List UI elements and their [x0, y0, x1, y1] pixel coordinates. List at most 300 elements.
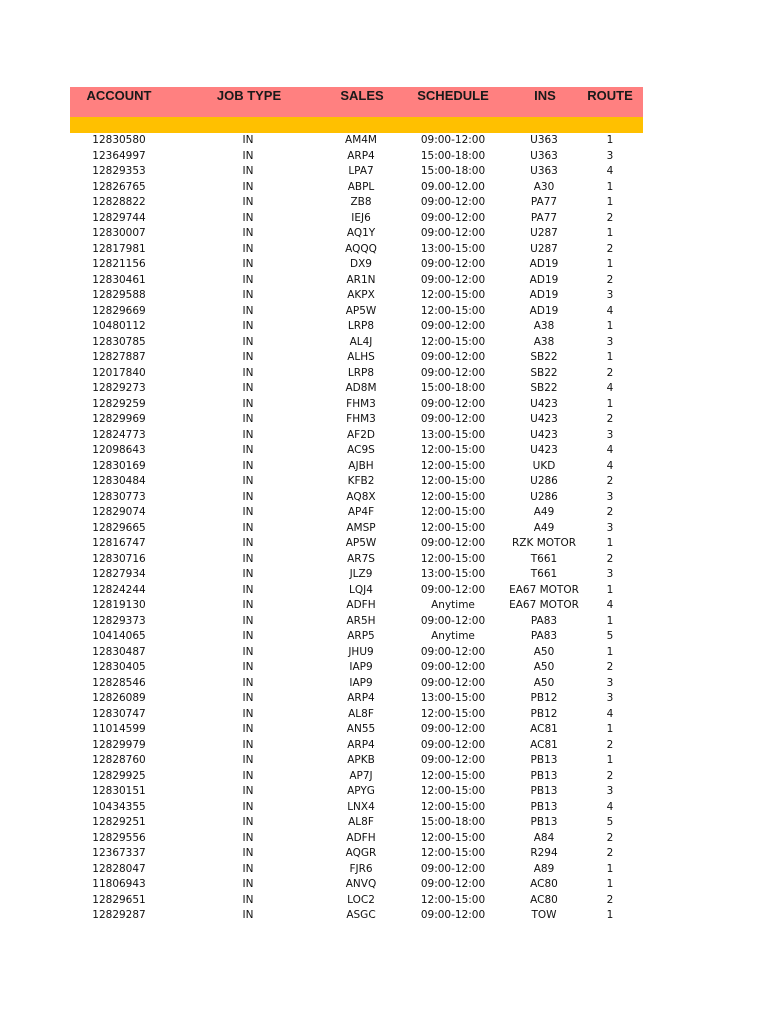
table-row [0, 226, 768, 242]
header-route: ROUTE [587, 88, 633, 103]
cell-account: 12828047 [92, 862, 146, 875]
cell-ins-wrap [509, 242, 579, 258]
cell-job-type: IN [242, 258, 254, 270]
cell-ins-wrap [509, 598, 579, 614]
cell-ins-wrap [509, 211, 579, 227]
cell-route: 4 [606, 459, 614, 472]
cell-schedule: 12:00-15:00 [420, 800, 486, 813]
cell-ins-wrap [509, 676, 579, 692]
cell-schedule: 13:00-15:00 [420, 692, 486, 704]
cell-route: 1 [606, 909, 614, 921]
table-row [0, 521, 768, 537]
cell-schedule: 09:00-12:00 [420, 862, 486, 875]
cell-sales: ARP5 [347, 630, 375, 642]
table-row [0, 133, 768, 149]
cell-account: 12829979 [92, 738, 146, 751]
cell-route: 3 [606, 149, 614, 162]
table-header [70, 87, 643, 117]
cell-account: 12829251 [92, 816, 146, 828]
cell-account: 12826089 [92, 692, 146, 704]
cell-job-type: IN [242, 304, 254, 317]
cell-ins: PA77 [530, 211, 558, 224]
table-row [0, 335, 768, 351]
cell-job-type: IN [242, 754, 254, 766]
cell-route: 2 [606, 506, 614, 518]
cell-ins: U363 [530, 165, 558, 177]
cell-schedule: 09:00-12:00 [420, 583, 486, 596]
cell-sales: AR1N [346, 273, 376, 286]
cell-route: 2 [606, 552, 614, 565]
table-row [0, 195, 768, 211]
cell-job-type: IN [242, 521, 254, 534]
cell-ins: U286 [530, 490, 558, 503]
cell-account: 12829669 [92, 304, 146, 317]
cell-ins-wrap [509, 846, 579, 862]
table-row [0, 831, 768, 847]
cell-route: 1 [606, 196, 614, 208]
table-row [0, 769, 768, 785]
table-row [0, 738, 768, 754]
cell-account: 12816747 [92, 537, 146, 549]
cell-account: 12830461 [92, 273, 146, 286]
table-row [0, 598, 768, 614]
cell-ins: A38 [533, 335, 555, 348]
cell-route: 1 [606, 878, 614, 890]
cell-schedule: 12:00-15:00 [420, 444, 486, 456]
cell-account: 12829925 [92, 769, 146, 782]
cell-sales: AL8F [348, 816, 374, 828]
table-row [0, 676, 768, 692]
cell-route: 3 [606, 692, 614, 704]
table-body [0, 133, 768, 924]
cell-sales: AQ8X [346, 490, 376, 503]
table-row [0, 645, 768, 661]
cell-ins: EA67 MOTOR [509, 583, 579, 596]
cell-job-type: IN [242, 227, 254, 239]
cell-ins: U423 [530, 413, 558, 425]
cell-ins-wrap [509, 877, 579, 893]
cell-ins-wrap [509, 645, 579, 661]
cell-job-type: IN [242, 816, 254, 828]
cell-job-type: IN [242, 676, 254, 689]
cell-schedule: 09:00-12:00 [420, 196, 486, 208]
cell-sales: AD8M [345, 382, 377, 394]
cell-ins: U423 [530, 444, 558, 456]
cell-ins: A49 [533, 506, 555, 518]
cell-sales: AKPX [347, 289, 375, 301]
cell-account: 12830716 [92, 552, 146, 565]
cell-ins-wrap [509, 164, 579, 180]
cell-route: 2 [606, 211, 614, 224]
cell-sales: IAP9 [349, 676, 373, 689]
cell-sales: AM4M [345, 134, 377, 146]
cell-job-type: IN [242, 165, 254, 177]
table-row [0, 691, 768, 707]
cell-sales: AP4F [347, 506, 375, 518]
cell-ins: PA83 [530, 630, 558, 642]
header-schedule: SCHEDULE [417, 88, 489, 103]
table-row [0, 784, 768, 800]
cell-route: 1 [606, 180, 614, 193]
cell-ins-wrap [509, 862, 579, 878]
cell-route: 2 [606, 475, 614, 487]
cell-ins: AD19 [529, 273, 559, 286]
cell-ins: PB13 [530, 785, 558, 797]
table-row [0, 242, 768, 258]
cell-route: 4 [606, 444, 614, 456]
cell-schedule: 09:00-12:00 [420, 227, 486, 239]
cell-job-type: IN [242, 599, 254, 611]
cell-schedule: 12:00-15:00 [420, 769, 486, 782]
cell-sales: AN55 [346, 723, 376, 735]
cell-job-type: IN [242, 723, 254, 735]
cell-ins: AC81 [530, 723, 558, 735]
cell-schedule: 12:00-15:00 [420, 847, 486, 859]
cell-ins-wrap [509, 800, 579, 816]
cell-ins-wrap [509, 893, 579, 909]
cell-sales: KFB2 [347, 475, 375, 487]
cell-ins: SB22 [530, 382, 558, 394]
cell-sales: AR5H [346, 614, 376, 627]
cell-account: 12830487 [92, 645, 146, 658]
cell-account: 12828760 [92, 754, 146, 766]
cell-ins-wrap [509, 180, 579, 196]
cell-sales: AMSP [346, 521, 376, 534]
cell-route: 3 [606, 289, 614, 301]
cell-sales: ADFH [346, 599, 376, 611]
cell-ins-wrap [509, 567, 579, 583]
cell-schedule: Anytime [431, 599, 475, 611]
cell-job-type: IN [242, 738, 254, 751]
cell-ins: PB13 [530, 816, 558, 828]
table-row [0, 753, 768, 769]
cell-ins-wrap [509, 505, 579, 521]
cell-ins-wrap [509, 738, 579, 754]
cell-ins-wrap [509, 769, 579, 785]
cell-route: 2 [606, 847, 614, 859]
cell-account: 12098643 [92, 444, 146, 456]
table-row [0, 862, 768, 878]
cell-route: 1 [606, 351, 614, 363]
cell-account: 12830747 [92, 707, 146, 720]
header-band [70, 117, 643, 133]
cell-sales: AP7J [349, 769, 373, 782]
cell-account: 11806943 [92, 878, 146, 890]
cell-account: 12829969 [92, 413, 146, 425]
cell-route: 1 [606, 614, 614, 627]
cell-route: 3 [606, 335, 614, 348]
cell-account: 12830773 [92, 490, 146, 503]
cell-route: 4 [606, 707, 614, 720]
cell-route: 1 [606, 754, 614, 766]
cell-schedule: 12:00-15:00 [420, 785, 486, 797]
cell-account: 12367337 [92, 847, 146, 859]
header-account: ACCOUNT [86, 88, 152, 103]
cell-route: 4 [606, 382, 614, 394]
cell-ins: TOW [531, 909, 557, 921]
cell-route: 4 [606, 800, 614, 813]
cell-job-type: IN [242, 707, 254, 720]
cell-ins: T661 [530, 552, 558, 565]
header-sales: SALES [340, 88, 384, 103]
cell-sales: ABPL [347, 180, 375, 193]
cell-ins: AC81 [530, 738, 558, 751]
cell-route: 1 [606, 258, 614, 270]
table-row [0, 815, 768, 831]
table-row [0, 366, 768, 382]
cell-account: 11014599 [92, 723, 146, 735]
cell-schedule: 09:00-12:00 [420, 878, 486, 890]
cell-schedule: 12:00-15:00 [420, 552, 486, 565]
cell-ins: U363 [530, 134, 558, 146]
cell-ins-wrap [509, 722, 579, 738]
cell-sales: ARP4 [347, 149, 375, 162]
cell-sales: LRP8 [347, 366, 375, 379]
cell-schedule: 09:00-12:00 [420, 258, 486, 270]
table-row [0, 800, 768, 816]
cell-schedule: 09:00-12:00 [420, 211, 486, 224]
cell-job-type: IN [242, 614, 254, 627]
cell-ins-wrap [509, 660, 579, 676]
table-row [0, 660, 768, 676]
table-row [0, 381, 768, 397]
cell-job-type: IN [242, 847, 254, 859]
table-row [0, 614, 768, 630]
cell-schedule: 12:00-15:00 [420, 289, 486, 301]
cell-schedule: 12:00-15:00 [420, 831, 486, 844]
cell-job-type: IN [242, 645, 254, 658]
table-row [0, 412, 768, 428]
table-row [0, 908, 768, 924]
cell-sales: IEJ6 [351, 211, 371, 224]
cell-sales: DX9 [350, 258, 372, 270]
cell-ins-wrap [509, 552, 579, 568]
cell-ins: U423 [530, 397, 558, 410]
cell-ins: A50 [533, 645, 555, 658]
cell-schedule: 09:00-12:00 [420, 351, 486, 363]
cell-ins: A49 [533, 521, 555, 534]
cell-ins: A38 [533, 320, 555, 332]
cell-account: 12827934 [92, 568, 146, 580]
cell-ins: U423 [530, 428, 558, 441]
cell-ins: U363 [530, 149, 558, 162]
cell-ins-wrap [509, 474, 579, 490]
cell-schedule: 09:00-12:00 [420, 273, 486, 286]
table-row [0, 583, 768, 599]
cell-ins: U287 [530, 227, 558, 239]
cell-sales: AQQQ [345, 242, 377, 255]
cell-job-type: IN [242, 196, 254, 208]
table-row [0, 257, 768, 273]
cell-sales: LPA7 [348, 165, 374, 177]
cell-route: 4 [606, 304, 614, 317]
cell-schedule: 12:00-15:00 [420, 335, 486, 348]
cell-sales: LNX4 [347, 800, 375, 813]
cell-ins: PB12 [530, 692, 558, 704]
cell-route: 5 [606, 630, 614, 642]
cell-ins: PA83 [530, 614, 558, 627]
table-row [0, 319, 768, 335]
cell-ins-wrap [509, 350, 579, 366]
cell-schedule: 09:00-12:00 [420, 614, 486, 627]
cell-schedule: 13:00-15:00 [420, 568, 486, 580]
cell-job-type: IN [242, 862, 254, 875]
cell-job-type: IN [242, 475, 254, 487]
cell-account: 12830405 [92, 661, 146, 673]
cell-route: 1 [606, 397, 614, 410]
cell-job-type: IN [242, 769, 254, 782]
cell-schedule: 13:00-15:00 [420, 428, 486, 441]
cell-job-type: IN [242, 583, 254, 596]
cell-job-type: IN [242, 568, 254, 580]
table-row [0, 459, 768, 475]
cell-schedule: 09:00-12:00 [420, 723, 486, 735]
cell-ins: AC80 [530, 893, 558, 906]
table-row [0, 443, 768, 459]
cell-ins: AD19 [529, 258, 559, 270]
cell-ins-wrap [509, 397, 579, 413]
cell-ins-wrap [509, 273, 579, 289]
cell-ins-wrap [509, 908, 579, 924]
cell-ins: UKD [532, 459, 556, 472]
cell-ins-wrap [509, 288, 579, 304]
table-row [0, 211, 768, 227]
cell-route: 2 [606, 273, 614, 286]
cell-route: 1 [606, 583, 614, 596]
cell-sales: ADFH [346, 831, 376, 844]
cell-sales: AP5W [345, 537, 377, 549]
table-row [0, 893, 768, 909]
cell-ins: AC80 [530, 878, 558, 890]
cell-schedule: 09:00-12:00 [420, 366, 486, 379]
cell-ins: PA77 [530, 196, 558, 208]
cell-schedule: 12:00-15:00 [420, 893, 486, 906]
cell-ins-wrap [509, 319, 579, 335]
cell-account: 12830580 [92, 134, 146, 146]
cell-sales: LRP8 [347, 320, 375, 332]
cell-job-type: IN [242, 335, 254, 348]
cell-schedule: 12:00-15:00 [420, 506, 486, 518]
cell-job-type: IN [242, 149, 254, 162]
cell-sales: ARP4 [347, 738, 375, 751]
cell-account: 12829744 [92, 211, 146, 224]
cell-route: 4 [606, 165, 614, 177]
cell-sales: AQ1Y [346, 227, 376, 239]
cell-account: 12829353 [92, 165, 146, 177]
table-row [0, 877, 768, 893]
cell-route: 1 [606, 723, 614, 735]
cell-account: 10434355 [92, 800, 146, 813]
cell-route: 3 [606, 428, 614, 441]
cell-ins: EA67 MOTOR [509, 599, 579, 611]
cell-sales: AL8F [348, 707, 374, 720]
cell-ins-wrap [509, 707, 579, 723]
cell-route: 2 [606, 242, 614, 255]
table-row [0, 273, 768, 289]
cell-schedule: 12:00-15:00 [420, 707, 486, 720]
cell-ins: RZK MOTOR [511, 537, 577, 549]
cell-route: 2 [606, 366, 614, 379]
table-row [0, 722, 768, 738]
cell-account: 12829373 [92, 614, 146, 627]
cell-account: 12830169 [92, 459, 146, 472]
cell-ins-wrap [509, 691, 579, 707]
cell-route: 3 [606, 568, 614, 580]
table-row [0, 552, 768, 568]
cell-ins-wrap [509, 304, 579, 320]
cell-schedule: 09:00-12:00 [420, 397, 486, 410]
cell-sales: AC9S [347, 444, 375, 456]
cell-account: 12829665 [92, 521, 146, 534]
cell-ins: A89 [533, 862, 555, 875]
cell-schedule: 09:00-12:00 [420, 413, 486, 425]
cell-account: 12830007 [92, 227, 146, 239]
cell-job-type: IN [242, 444, 254, 456]
cell-job-type: IN [242, 537, 254, 549]
cell-job-type: IN [242, 413, 254, 425]
cell-account: 12828822 [92, 196, 146, 208]
cell-account: 12828546 [92, 676, 146, 689]
cell-job-type: IN [242, 800, 254, 813]
cell-sales: AQGR [345, 847, 377, 859]
cell-job-type: IN [242, 180, 254, 193]
table-row [0, 397, 768, 413]
cell-ins-wrap [509, 428, 579, 444]
cell-route: 5 [606, 816, 614, 828]
cell-account: 10414065 [92, 630, 146, 642]
cell-ins-wrap [509, 149, 579, 165]
cell-job-type: IN [242, 242, 254, 255]
header-job-type: JOB TYPE [216, 88, 282, 103]
cell-sales: ASGC [346, 909, 376, 921]
cell-job-type: IN [242, 785, 254, 797]
cell-route: 2 [606, 738, 614, 751]
cell-account: 12829273 [92, 382, 146, 394]
cell-ins-wrap [509, 490, 579, 506]
cell-route: 2 [606, 769, 614, 782]
table-row [0, 149, 768, 165]
cell-route: 3 [606, 521, 614, 534]
cell-route: 3 [606, 490, 614, 503]
cell-route: 1 [606, 134, 614, 146]
cell-ins-wrap [509, 381, 579, 397]
table-row [0, 304, 768, 320]
cell-account: 12829556 [92, 831, 146, 844]
cell-account: 12829287 [92, 909, 146, 921]
cell-ins-wrap [509, 366, 579, 382]
cell-ins: A50 [533, 676, 555, 689]
cell-schedule: 15:00-18:00 [420, 149, 486, 162]
cell-job-type: IN [242, 692, 254, 704]
cell-job-type: IN [242, 878, 254, 890]
cell-route: 1 [606, 645, 614, 658]
table-row [0, 288, 768, 304]
cell-ins: PB12 [530, 707, 558, 720]
cell-schedule: 09:00-12:00 [420, 909, 486, 921]
cell-route: 2 [606, 413, 614, 425]
cell-route: 1 [606, 862, 614, 875]
cell-sales: APYG [347, 785, 375, 797]
cell-job-type: IN [242, 397, 254, 410]
cell-schedule: 09:00-12:00 [420, 134, 486, 146]
cell-sales: AP5W [345, 304, 377, 317]
cell-sales: FHM3 [346, 413, 376, 425]
cell-sales: LOC2 [347, 893, 375, 906]
cell-sales: AF2D [347, 428, 375, 441]
cell-ins-wrap [509, 753, 579, 769]
cell-sales: FJR6 [349, 862, 373, 875]
cell-account: 12826765 [92, 180, 146, 193]
